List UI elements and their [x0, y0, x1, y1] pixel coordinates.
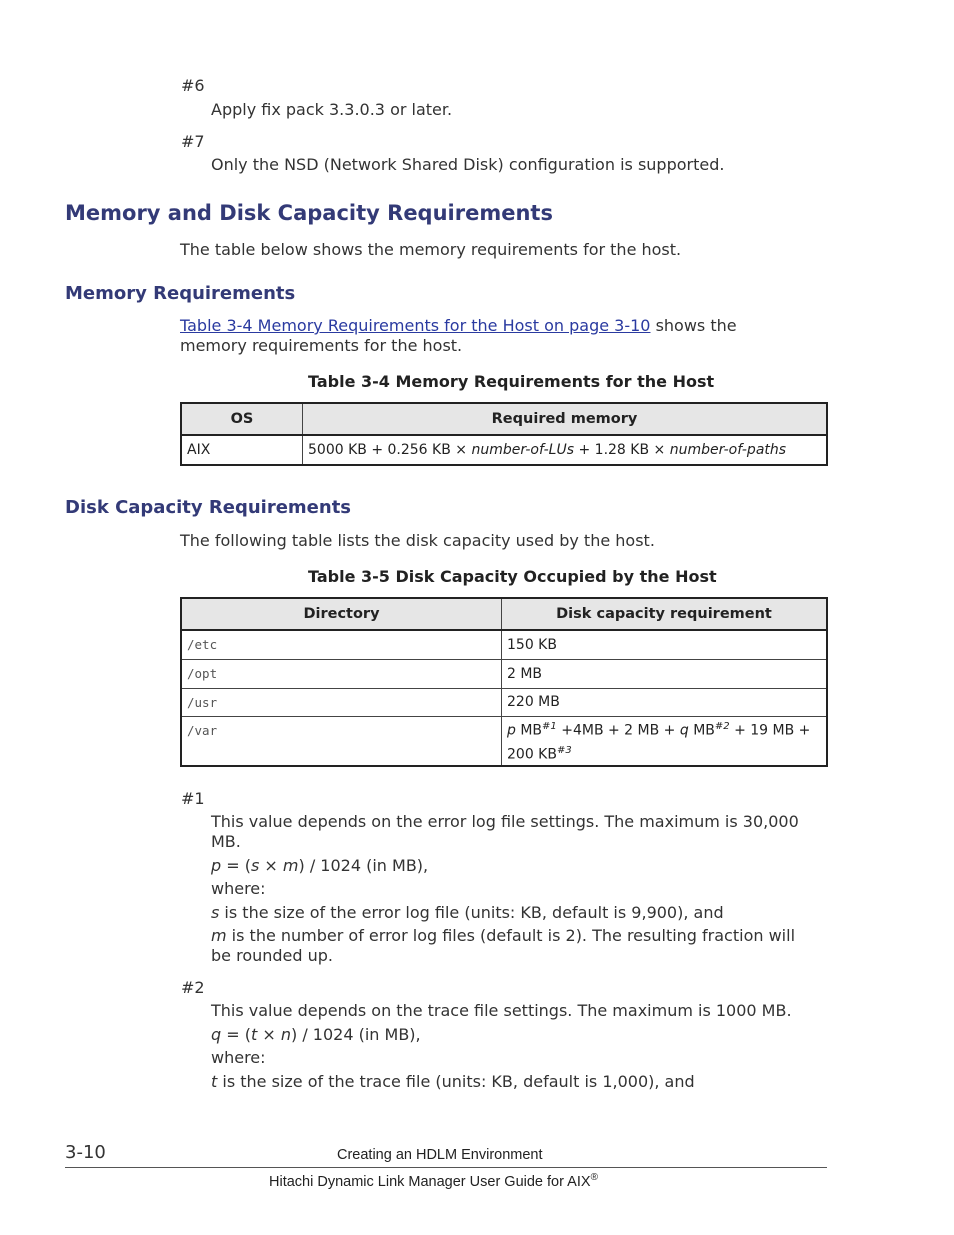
note-6-number: #6 [181, 76, 205, 95]
note-1-s-definition: s is the size of the error log file (units: KB, default is 9,900), and [211, 903, 724, 922]
cell-directory: /usr [181, 688, 502, 716]
note-2-where: where: [211, 1048, 266, 1067]
note-1-text-line1: This value depends on the error log file settings. The maximum is 30,000 [211, 812, 799, 831]
note-1-number: #1 [181, 789, 205, 808]
section-intro: The table below shows the memory requirements for the host. [180, 240, 682, 259]
disk-capacity-heading: Disk Capacity Requirements [65, 497, 352, 518]
note-7-number: #7 [181, 132, 205, 151]
cell-capacity: 220 MB [502, 688, 828, 716]
guide-title: Hitachi Dynamic Link Manager User Guide for AIX® [269, 1172, 598, 1190]
note-1-m-definition-line2: be rounded up. [211, 946, 334, 965]
table-row [181, 435, 827, 465]
cell-required-memory: 5000 KB + 0.256 KB × number-of-LUs + 1.28 KB × number-of-paths [303, 435, 828, 465]
note-7-text: Only the NSD (Network Shared Disk) configuration is supported. [211, 155, 725, 174]
memory-intro-line1 [180, 316, 737, 336]
cell-capacity: 150 KB [502, 630, 828, 659]
footer-divider [65, 1167, 827, 1168]
note-2-text: This value depends on the trace file settings. The maximum is 1000 MB. [211, 1001, 792, 1020]
note-2-t-definition: t is the size of the trace file (units: KB, default is 1,000), and [211, 1072, 695, 1091]
cell-os: AIX [181, 435, 303, 465]
column-header-disk-capacity: Disk capacity requirement [502, 598, 828, 630]
cell-directory: /opt [181, 659, 502, 688]
note-2-number: #2 [181, 978, 205, 997]
note-1-m-definition: m is the number of error log files (default is 2). The resulting fraction will [211, 926, 796, 945]
note-2-formula: q = (t × n) / 1024 (in MB), [211, 1025, 421, 1044]
table-row [181, 688, 827, 716]
memory-requirements-heading: Memory Requirements [65, 283, 296, 304]
disk-capacity-table [180, 597, 828, 767]
note-6-text: Apply fix pack 3.3.0.3 or later. [211, 100, 453, 119]
chapter-title: Creating an HDLM Environment [337, 1147, 543, 1163]
memory-requirements-table [180, 402, 828, 466]
page-number: 3-10 [65, 1142, 106, 1163]
table-3-4-link[interactable]: Table 3-4 Memory Requirements for the Host on page 3-10 [180, 316, 651, 335]
cell-directory: /var [181, 716, 502, 766]
memory-intro-after-link: shows the [650, 316, 737, 335]
cell-capacity: p $MB^{\#1} +4MB + 2$ MB + q $MB^{\#2} + 19$ MB + 200 KB$^{\#3}$ [502, 716, 828, 766]
column-header-directory: Directory [181, 598, 502, 630]
cell-directory: /etc [181, 630, 502, 659]
cell-capacity: 2 MB [502, 659, 828, 688]
table-row [181, 630, 827, 659]
note-1-text-line2: MB. [211, 832, 241, 851]
memory-intro-line2: memory requirements for the host. [180, 336, 463, 355]
note-1-formula: p = (s × m) / 1024 (in MB), [211, 856, 429, 875]
section-title: Memory and Disk Capacity Requirements [65, 201, 553, 225]
column-header-os: OS [181, 403, 303, 435]
table-3-4-caption: Table 3-4 Memory Requirements for the Host [308, 372, 715, 391]
table-3-5-caption: Table 3-5 Disk Capacity Occupied by the Host [308, 567, 717, 586]
table-row [181, 659, 827, 688]
note-1-where: where: [211, 879, 266, 898]
column-header-required-memory: Required memory [303, 403, 828, 435]
table-row [181, 716, 827, 766]
disk-intro: The following table lists the disk capacity used by the host. [180, 531, 655, 550]
